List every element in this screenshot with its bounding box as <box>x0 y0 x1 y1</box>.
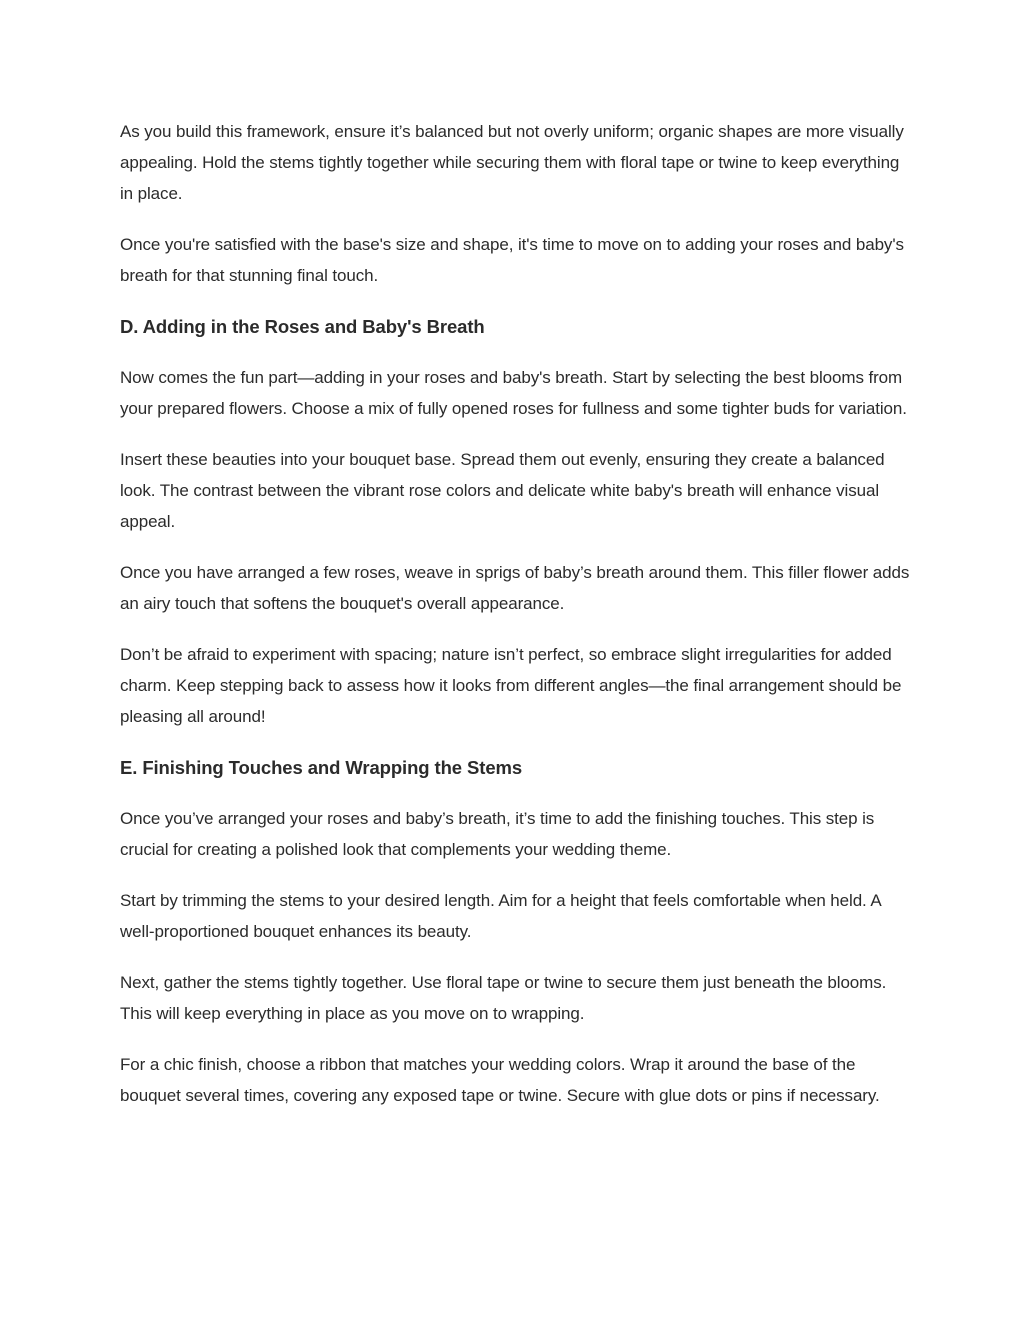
paragraph-framework-balance: As you build this framework, ensure it’s balanced but not overly uniform; organic shapes are more visually appealing. Hold the stems tightly together while securing them with floral tape or twine to keep everything in place. <box>120 122 904 203</box>
paragraph-ribbon-finish: For a chic finish, choose a ribbon that matches your wedding colors. Wrap it around the base of the bouquet several times, covering any exposed tape or twine. Secure with glue dots or pins if necessary. <box>120 1055 880 1105</box>
paragraph-experiment-spacing: Don’t be afraid to experiment with spacing; nature isn’t perfect, so embrace slight irregularities for added charm. Keep stepping back to assess how it looks from different angles—the final arrangement should be pleasing all around! <box>120 645 902 726</box>
paragraph-insert-beauties: Insert these beauties into your bouquet base. Spread them out evenly, ensuring they create a balanced look. The contrast between the vibrant rose colors and delicate white baby's breath will enhance visual appeal. <box>120 450 885 531</box>
paragraph-fun-part: Now comes the fun part—adding in your roses and baby's breath. Start by selecting the best blooms from your prepared flowers. Choose a mix of fully opened roses for fullness and some tighter buds for variation. <box>120 368 907 418</box>
heading-adding-roses: D. Adding in the Roses and Baby's Breath <box>120 316 485 337</box>
paragraph-base-satisfied: Once you're satisfied with the base's size and shape, it's time to move on to adding your roses and baby's breath for that stunning final touch. <box>120 235 904 285</box>
paragraph-trim-stems: Start by trimming the stems to your desired length. Aim for a height that feels comfortable when held. A well-proportioned bouquet enhances its beauty. <box>120 891 881 941</box>
paragraph-weave-sprigs: Once you have arranged a few roses, weave in sprigs of baby’s breath around them. This filler flower adds an airy touch that softens the bouquet's overall appearance. <box>120 563 910 613</box>
heading-finishing-touches: E. Finishing Touches and Wrapping the Stems <box>120 757 523 778</box>
document-page <box>120 116 910 1131</box>
paragraph-gather-stems: Next, gather the stems tightly together. Use floral tape or twine to secure them just beneath the blooms. This will keep everything in place as you move on to wrapping. <box>120 973 887 1023</box>
paragraph-finishing-touches: Once you’ve arranged your roses and baby’s breath, it’s time to add the finishing touches. This step is crucial for creating a polished look that complements your wedding theme. <box>120 809 875 859</box>
